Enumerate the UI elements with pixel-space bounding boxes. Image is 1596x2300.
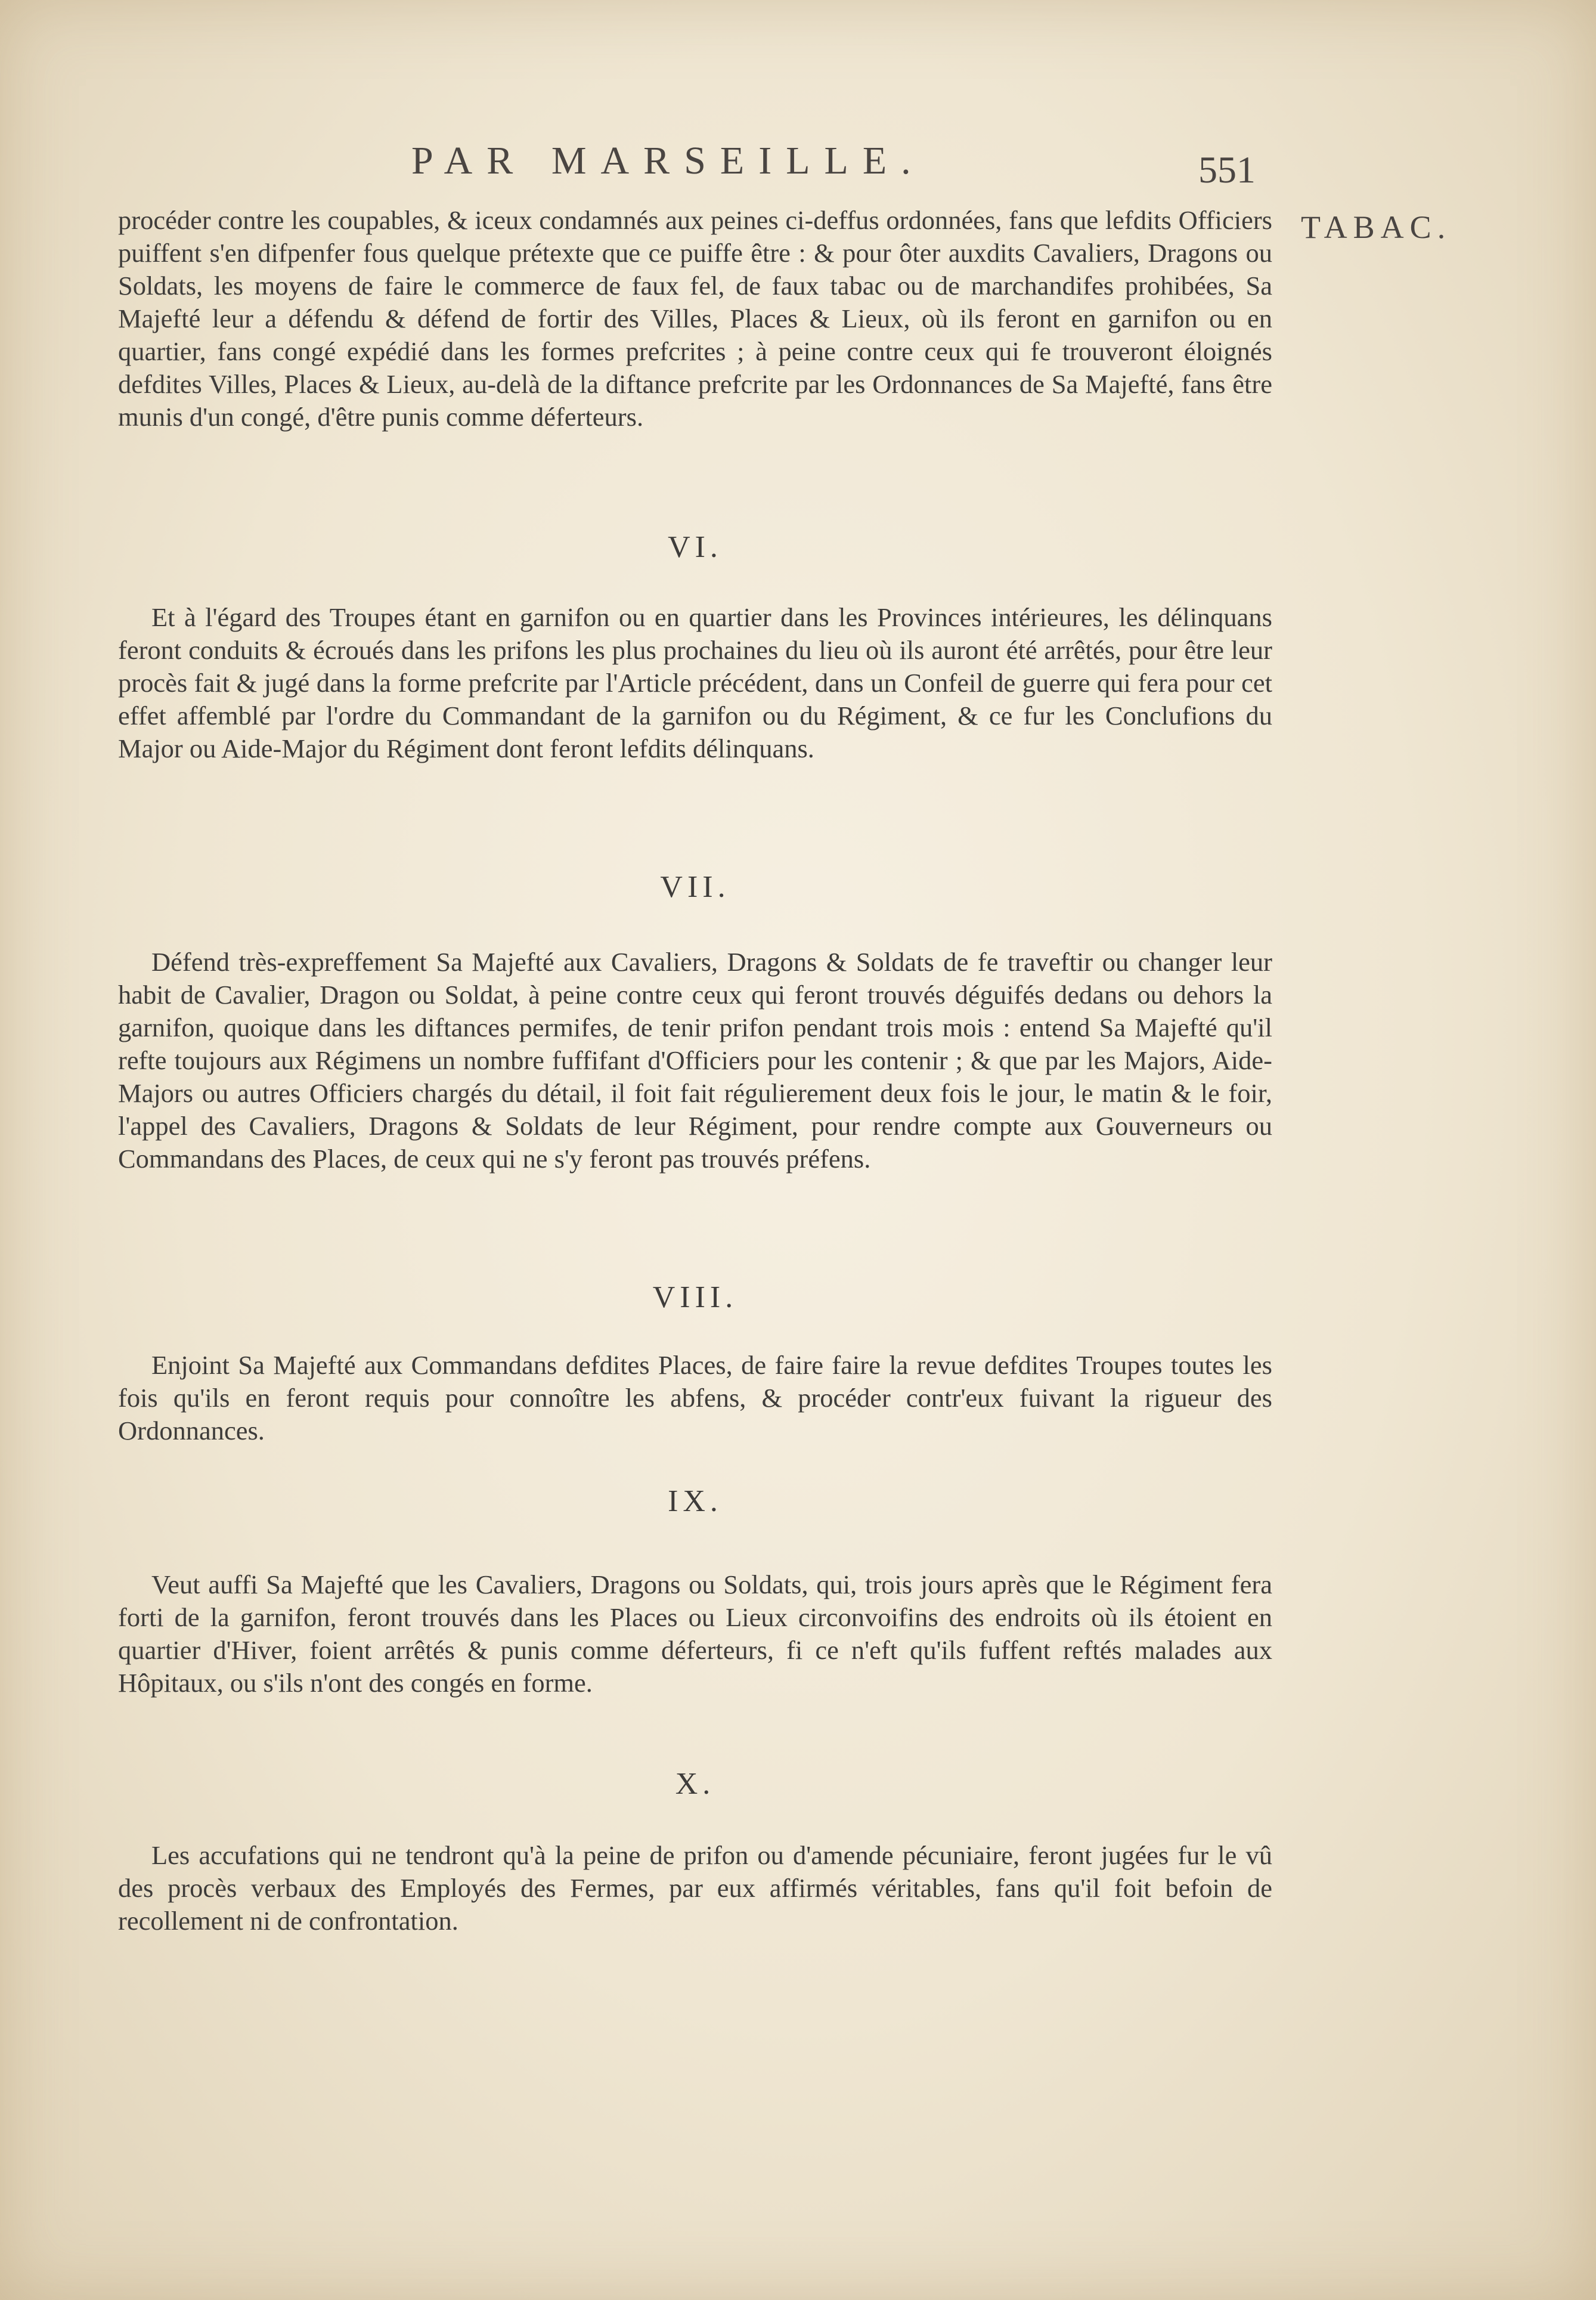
section-text-ix: Veut auffi Sa Majefté que les Cavaliers, Dragons ou Soldats, qui, trois jours après que le Régiment fera forti de la garnifon, feront trouvés dans les Places ou Lieux circonvoifins des endroits où ils étoient en quartier d'Hiver, foient arrêtés & punis comme déferteurs, fi ce n'eft qu'ils fuffent reftés malades aux Hôpitaux, ou s'ils n'ont des congés en forme.: [118, 1570, 1272, 1698]
margin-note: TABAC.: [1301, 209, 1452, 245]
section-text-vii: Défend très-expreffement Sa Majefté aux Cavaliers, Dragons & Soldats de fe traveftir ou changer leur habit de Cavalier, Dragon ou Soldat, à peine contre ceux qui feront trouvés déguifés dedans ou dehors la garnifon, quoique dans les diftances permifes, de tenir prifon pendant trois mois : entend Sa Majefté qu'il refte toujours aux Régimens un nombre fuffifant d'Officiers pour les contenir ; & que par les Majors, Aide-Majors ou autres Officiers chargés du détail, il foit fait régulierement deux fois le jour, le matin & le foir, l'appel des Cavaliers, Dragons & Soldats de leur Régiment, pour rendre compte aux Gouverneurs ou Commandans des Places, de ceux qui ne s'y feront pas trouvés préfens.: [118, 947, 1272, 1174]
section-text-vi: Et à l'égard des Troupes étant en garnifon ou en quartier dans les Provinces intérieures, les délinquans feront conduits & écroués dans les prifons les plus prochaines du lieu où ils auront été arrêtés, pour être leur procès fait & jugé dans la forme prefcrite par l'Article précédent, dans un Confeil de guerre qui fera pour cet effet affemblé par l'ordre du Commandant de la garnifon ou du Régiment, & ce fur les Conclufions du Major ou Aide-Major du Régiment dont feront lefdits délinquans.: [118, 602, 1272, 763]
section-heading-ix: IX.: [668, 1484, 723, 1518]
opening-paragraph: procéder contre les coupables, & iceux condamnés aux peines ci-deffus ordonnées, fans que lefdits Officiers puiffent s'en difpenfer fous quelque prétexte que ce puiffe être : & pour ôter auxdits Cavaliers, Dragons ou Soldats, les moyens de faire le commerce de faux fel, de faux tabac ou de marchandifes prohibées, Sa Majefté leur a défendu & défend de fortir des Villes, Places & Lieux, où ils feront en garnifon ou en quartier, fans congé expédié dans les formes prefcrites ; à peine contre ceux qui fe trouveront éloignés defdites Villes, Places & Lieux, au-delà de la diftance prefcrite par les Ordonnances de Sa Majefté, fans être munis d'un congé, d'être punis comme déferteurs.: [118, 205, 1272, 432]
page-number: 551: [1198, 148, 1256, 191]
section-text-x: Les accufations qui ne tendront qu'à la peine de prifon ou d'amende pécuniaire, feront jugées fur le vû des procès verbaux des Employés des Fermes, par eux affirmés véritables, fans qu'il foit befoin de recollement ni de confrontation.: [118, 1840, 1272, 1936]
section-heading-vii: VII.: [660, 870, 730, 904]
section-heading-viii: VIII.: [652, 1280, 738, 1314]
section-heading-vi: VI.: [668, 530, 723, 564]
running-title: PAR MARSEILLE.: [411, 139, 925, 182]
section-heading-x: X.: [675, 1767, 715, 1801]
section-text-viii: Enjoint Sa Majefté aux Commandans defdites Places, de faire faire la revue defdites Troupes toutes les fois qu'ils en feront requis pour connoître les abfens, & procéder contr'eux fuivant la rigueur des Ordonnances.: [118, 1350, 1272, 1445]
